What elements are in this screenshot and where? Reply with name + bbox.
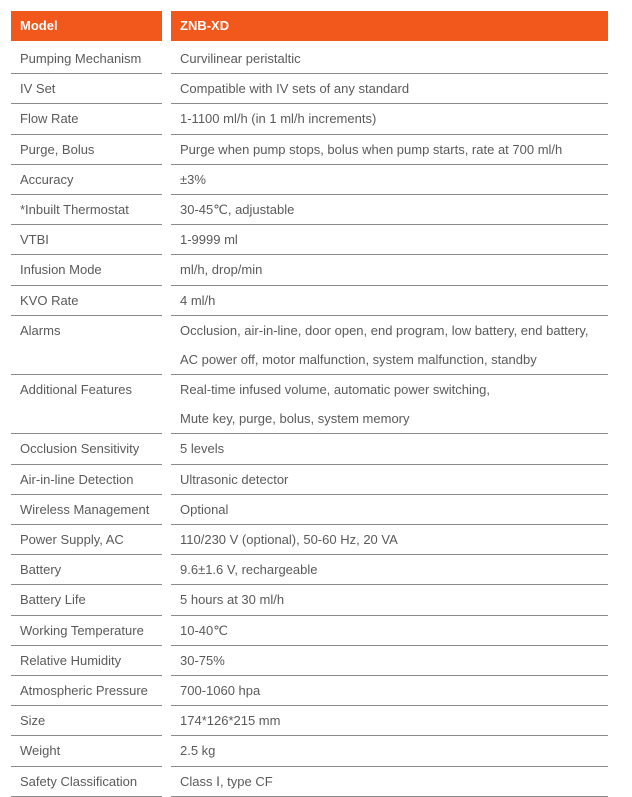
table-row-label: [11, 195, 162, 225]
spec-value-line: Class Ⅰ, type CF: [180, 773, 273, 789]
table-row-value: [171, 676, 608, 706]
spec-value-line: ±3%: [180, 171, 206, 187]
table-row-label: [11, 225, 162, 255]
table-row-label: [11, 465, 162, 495]
table-row-value: [171, 195, 608, 225]
table-row-value: [171, 375, 608, 434]
spec-label: Relative Humidity: [20, 652, 122, 668]
spec-value-line: Purge when pump stops, bolus when pump starts, rate at 700 ml/h: [180, 141, 563, 157]
table-row-value: [171, 104, 608, 134]
table-row-value: [171, 255, 608, 285]
spec-value-line: Real-time infused volume, automatic power switching,: [180, 382, 490, 398]
table-row-label: [11, 165, 162, 195]
table-row-value: [171, 465, 608, 495]
spec-value-line: 10-40℃: [180, 622, 228, 638]
spec-value-line: 5 levels: [180, 441, 225, 457]
table-row-value: [171, 616, 608, 646]
spec-value-line: 1-1100 ml/h (in 1 ml/h increments): [180, 111, 377, 127]
table-row-value: [171, 555, 608, 585]
table-row-label: [11, 135, 162, 165]
table-row-label: [11, 616, 162, 646]
spec-value-line: 4 ml/h: [180, 292, 216, 308]
table-row-value: [171, 434, 608, 464]
table-row-value: [171, 74, 608, 104]
spec-value-line: Mute key, purge, bolus, system memory: [180, 411, 410, 427]
table-row-label: [11, 736, 162, 766]
spec-value-line: Compatible with IV sets of any standard: [180, 81, 410, 97]
spec-value-line: ml/h, drop/min: [180, 262, 263, 278]
table-row-label: [11, 255, 162, 285]
table-row-value: [171, 165, 608, 195]
spec-label: KVO Rate: [20, 292, 79, 308]
spec-label: Alarms: [20, 322, 61, 338]
table-row-value: [171, 225, 608, 255]
spec-value-line: 30-45℃, adjustable: [180, 201, 295, 217]
table-row-label: [11, 104, 162, 134]
spec-value-line: Ultrasonic detector: [180, 471, 289, 487]
spec-label: Atmospheric Pressure: [20, 682, 148, 698]
table-row-label: [11, 495, 162, 525]
spec-value-line: Occlusion, air-in-line, door open, end program, low battery, end battery,: [180, 322, 589, 338]
table-row-label: [11, 286, 162, 316]
table-row-label: [11, 585, 162, 615]
table-row-label: [11, 434, 162, 464]
spec-label: Wireless Management: [20, 501, 150, 517]
spec-label: Pumping Mechanism: [20, 51, 142, 66]
spec-label: IV Set: [20, 81, 56, 97]
spec-label: VTBI: [20, 232, 49, 248]
spec-value-line: AC power off, motor malfunction, system malfunction, standby: [180, 351, 537, 367]
spec-value-line: 110/230 V (optional), 50-60 Hz, 20 VA: [180, 532, 398, 547]
table-row-value: [171, 706, 608, 736]
table-row-label: [11, 316, 162, 375]
spec-label: Additional Features: [20, 382, 133, 398]
spec-value-line: 30-75%: [180, 652, 225, 668]
spec-value-line: 2.5 kg: [180, 743, 216, 759]
spec-label: Purge, Bolus: [20, 141, 95, 157]
spec-label: *Inbuilt Thermostat: [20, 201, 129, 217]
spec-value-line: 9.6±1.6 V, rechargeable: [180, 562, 318, 578]
spec-value-line: 5 hours at 30 ml/h: [180, 592, 285, 608]
spec-value-line: Curvilinear peristaltic: [180, 51, 301, 66]
spec-label: Flow Rate: [20, 111, 79, 127]
spec-label: Accuracy: [20, 171, 74, 187]
spec-label: Weight: [20, 743, 61, 759]
spec-value-line: 1-9999 ml: [180, 232, 238, 248]
table-row-label: [11, 676, 162, 706]
table-row-label: [11, 44, 162, 74]
table-row-label: [11, 706, 162, 736]
spec-label: Safety Classification: [20, 773, 138, 789]
spec-label: Working Temperature: [20, 622, 144, 638]
table-row-value: [171, 135, 608, 165]
spec-value-line: 174*126*215 mm: [180, 713, 281, 729]
table-row-value: [171, 585, 608, 615]
table-row-value: [171, 286, 608, 316]
spec-label: Infusion Mode: [20, 262, 102, 278]
table-row-value: [171, 525, 608, 555]
table-row-value: [171, 646, 608, 676]
spec-label: Occlusion Sensitivity: [20, 441, 140, 457]
header-model-label: Model: [11, 11, 162, 41]
spec-value-line: 700-1060 hpa: [180, 682, 261, 698]
table-row-label: [11, 74, 162, 104]
table-row-label: [11, 375, 162, 434]
spec-label: Battery: [20, 562, 62, 578]
spec-label: Size: [20, 713, 46, 729]
table-row-value: [171, 736, 608, 766]
spec-label: Power Supply, AC: [20, 532, 124, 547]
table-row-label: [11, 525, 162, 555]
header-model-value: ZNB-XD: [171, 11, 608, 41]
table-row-label: [11, 767, 162, 797]
table-row-value: [171, 316, 608, 375]
spec-label: Battery Life: [20, 592, 86, 608]
spec-table: [11, 11, 608, 797]
table-row-label: [11, 646, 162, 676]
table-row-label: [11, 555, 162, 585]
table-row-value: [171, 44, 608, 74]
table-row-value: [171, 495, 608, 525]
table-row-value: [171, 767, 608, 797]
spec-label: Air-in-line Detection: [20, 471, 134, 487]
spec-value-line: Optional: [180, 501, 229, 517]
